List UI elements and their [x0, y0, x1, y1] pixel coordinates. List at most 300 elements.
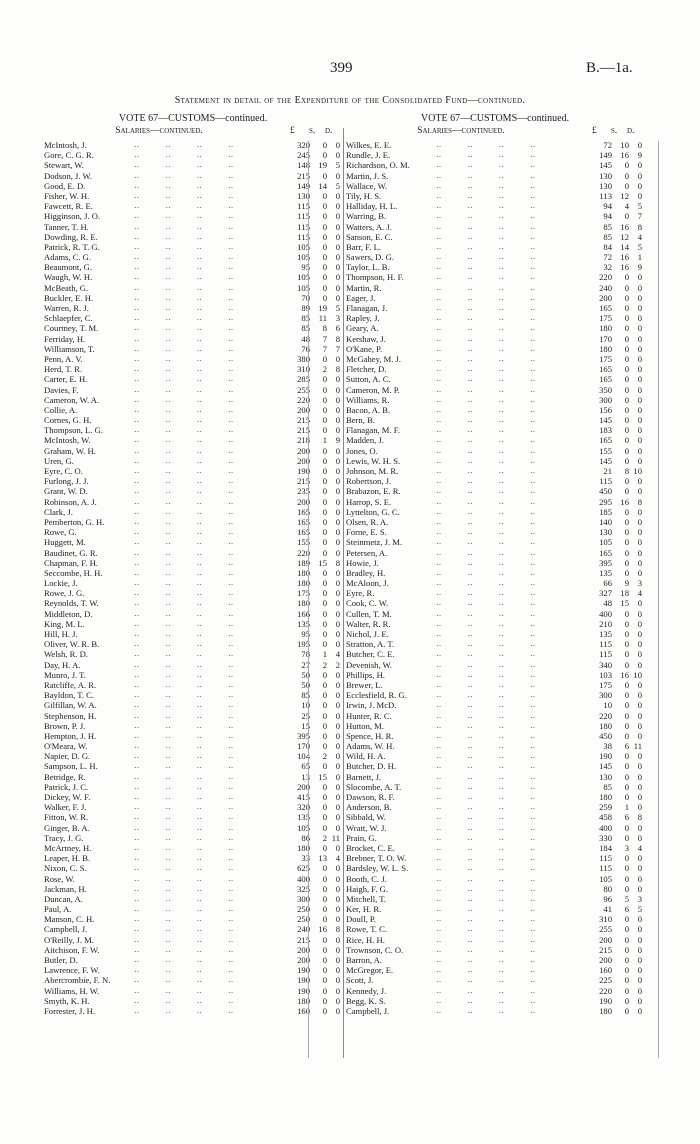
leader-dots: ‥‥‥‥ — [134, 313, 260, 323]
employee-name: Lawrence, F. W. — [44, 965, 100, 976]
employee-name: Nichol, J. E. — [346, 629, 389, 639]
amount-pence: 4 — [335, 649, 340, 660]
amount-pence: 0 — [637, 313, 642, 324]
amount-pounds: 325 — [297, 883, 310, 894]
amount-pounds: 80 — [603, 883, 612, 894]
amount-pence: 5 — [637, 201, 642, 212]
table-row — [346, 700, 644, 710]
employee-name: Ecclesfield, R. G. — [346, 690, 407, 701]
amount-shillings: 0 — [322, 934, 327, 945]
amount-pence: 0 — [637, 629, 642, 639]
employee-name: Abercrombie, F. N. — [44, 975, 111, 986]
leader-dots: ‥‥‥‥ — [134, 730, 260, 740]
employee-name: Manson, C. H. — [44, 914, 95, 925]
leader-dots: ‥‥‥‥ — [134, 955, 260, 964]
amount-shillings: 0 — [322, 272, 327, 283]
employee-name: Fitton, W. R. — [44, 812, 89, 823]
amount-pence: 0 — [335, 985, 340, 996]
leader-dots: ‥‥‥‥ — [134, 934, 260, 944]
vote-title: VOTE 67—CUSTOMS—continued. — [420, 113, 570, 124]
employee-name: McGregor, E. — [346, 965, 394, 976]
amount-shillings: 2 — [322, 659, 327, 670]
leader-dots: ‥‥‥‥ — [436, 792, 562, 801]
employee-name: Higginson, J. O. — [44, 211, 101, 222]
table-row — [346, 863, 644, 873]
employee-name: Eager, J. — [346, 292, 376, 303]
amount-pounds: 21 — [603, 466, 612, 476]
amount-shillings: 0 — [322, 578, 327, 589]
amount-pence: 0 — [335, 231, 340, 242]
amount-shillings: 0 — [624, 394, 629, 405]
subhead-row — [44, 125, 342, 137]
amount-pounds: 415 — [297, 792, 310, 802]
amount-pounds: 10 — [603, 700, 612, 711]
table-row — [346, 497, 644, 507]
employee-name: Lockie, J. — [44, 578, 78, 589]
leader-dots: ‥‥‥‥ — [134, 241, 260, 251]
amount-shillings: 0 — [624, 629, 629, 639]
leader-dots: ‥‥‥‥ — [134, 751, 260, 761]
amount-shillings: 0 — [624, 353, 629, 364]
amount-pounds: 240 — [599, 282, 612, 293]
amount-pence: 0 — [335, 140, 340, 150]
amount-shillings: 0 — [322, 170, 327, 181]
leader-dots: ‥‥‥‥ — [436, 863, 562, 873]
leader-dots: ‥‥‥‥ — [436, 995, 562, 1005]
employee-name: Stratton, A. T. — [346, 639, 395, 650]
table-row — [346, 293, 644, 303]
amount-pounds: 115 — [599, 863, 612, 874]
leader-dots: ‥‥‥‥ — [436, 914, 562, 924]
amount-pounds: 115 — [297, 231, 310, 242]
amount-pence: 0 — [637, 292, 642, 303]
amount-pounds: 165 — [599, 547, 612, 558]
amount-shillings: 0 — [624, 832, 629, 843]
leader-dots: ‥‥‥‥ — [436, 150, 562, 160]
amount-shillings: 0 — [624, 486, 629, 497]
amount-pounds: 89 — [301, 303, 310, 313]
employee-name: Campbell, J. — [44, 924, 88, 935]
amount-pounds: 220 — [599, 710, 612, 721]
table-row — [346, 548, 644, 558]
amount-pounds: 105 — [599, 873, 612, 884]
employee-name: Rowe, G. — [44, 527, 77, 538]
leader-dots: ‥‥‥‥ — [134, 516, 260, 526]
amount-shillings: 11 — [318, 313, 327, 324]
employee-name: Phillips, H. — [346, 669, 385, 680]
amount-pence: 0 — [637, 934, 642, 945]
employee-name: Bradley, H. — [346, 567, 386, 578]
leader-dots: ‥‥‥‥ — [436, 272, 562, 282]
employee-name: Ker, H. R. — [346, 904, 382, 915]
amount-pounds: 255 — [297, 384, 310, 395]
amount-pence: 0 — [637, 455, 642, 466]
leader-dots: ‥‥‥‥ — [436, 924, 562, 934]
leader-dots: ‥‥‥‥ — [134, 435, 260, 445]
amount-pence: 7 — [335, 343, 340, 354]
amount-shillings: 0 — [624, 476, 629, 487]
leader-dots: ‥‥‥‥ — [134, 303, 260, 312]
amount-pence: 0 — [637, 792, 642, 802]
table-row — [346, 639, 644, 649]
table-row — [44, 323, 342, 333]
table-row — [44, 660, 342, 670]
amount-shillings: 0 — [322, 975, 327, 986]
amount-pounds: 190 — [599, 751, 612, 762]
employee-name: Martin, R. — [346, 282, 382, 293]
employee-name: Barr, F. L. — [346, 241, 382, 252]
amount-pounds: 105 — [297, 822, 310, 833]
amount-shillings: 16 — [620, 252, 629, 263]
employee-name: Prain, G. — [346, 832, 377, 843]
leader-dots: ‥‥‥‥ — [134, 975, 260, 985]
amount-pounds: 190 — [297, 466, 310, 476]
amount-pounds: 145 — [599, 761, 612, 772]
employee-name: Cook, C. W. — [346, 598, 389, 609]
amount-shillings: 0 — [624, 211, 629, 222]
amount-pence: 0 — [335, 282, 340, 293]
table-row — [346, 945, 644, 955]
amount-pounds: 240 — [297, 924, 310, 935]
amount-pounds: 85 — [603, 221, 612, 232]
amount-pounds: 104 — [297, 751, 310, 762]
amount-pounds: 320 — [297, 802, 310, 813]
amount-pounds: 450 — [599, 486, 612, 497]
leader-dots: ‥‥‥‥ — [134, 252, 260, 262]
amount-pence: 0 — [637, 160, 642, 171]
amount-pence: 0 — [335, 394, 340, 405]
table-row — [346, 588, 644, 598]
employee-name: Betridge, R. — [44, 771, 86, 782]
employee-name: Booth, C. J. — [346, 873, 387, 884]
table-row — [346, 802, 644, 812]
employee-name: Bayldon, T. C. — [44, 690, 95, 701]
table-row — [44, 568, 342, 578]
amount-shillings: 0 — [322, 150, 327, 161]
leader-dots: ‥‥‥‥ — [134, 272, 260, 282]
amount-pence: 0 — [637, 700, 642, 711]
leader-dots: ‥‥‥‥ — [134, 190, 260, 200]
amount-pounds: 300 — [599, 394, 612, 405]
amount-pence: 0 — [637, 883, 642, 894]
leader-dots: ‥‥‥‥ — [436, 140, 562, 149]
employee-name: Buckler, E. H. — [44, 292, 94, 303]
leader-dots: ‥‥‥‥ — [436, 190, 562, 200]
table-row — [346, 731, 644, 741]
amount-pounds: 165 — [297, 527, 310, 538]
amount-pounds: 105 — [297, 252, 310, 263]
amount-pence: 0 — [335, 822, 340, 833]
leader-dots: ‥‥‥‥ — [436, 415, 562, 425]
amount-pounds: 76 — [301, 343, 310, 354]
amount-shillings: 16 — [620, 221, 629, 232]
table-row — [346, 721, 644, 731]
table-row — [346, 486, 644, 496]
amount-pounds: 86 — [301, 832, 310, 843]
employee-name: McIntosh, J. — [44, 140, 87, 150]
amount-pence: 0 — [637, 384, 642, 395]
amount-shillings: 0 — [322, 608, 327, 619]
table-row — [346, 629, 644, 639]
employee-name: Walter, R. R. — [346, 618, 391, 629]
leader-dots: ‥‥‥‥ — [134, 904, 260, 914]
employee-name: Rice, H. H. — [346, 934, 385, 945]
table-row — [44, 466, 342, 476]
amount-pounds: 327 — [599, 588, 612, 599]
employee-name: Irwin, J. McD. — [346, 700, 397, 711]
amount-pence: 0 — [335, 486, 340, 497]
amount-shillings: 0 — [322, 690, 327, 701]
employee-name: Baudinet, G. R. — [44, 547, 98, 558]
employee-name: McGahey, M. J. — [346, 353, 402, 364]
amount-pounds: 215 — [297, 425, 310, 436]
employee-name: O'Kane, P. — [346, 343, 383, 354]
amount-shillings: 0 — [322, 863, 327, 874]
employee-name: Seccombe, H. H. — [44, 567, 103, 578]
leader-dots: ‥‥‥‥ — [436, 201, 562, 211]
amount-pounds: 250 — [297, 904, 310, 915]
table-row — [44, 517, 342, 527]
amount-pounds: 225 — [599, 975, 612, 986]
amount-shillings: 0 — [624, 547, 629, 558]
table-row — [346, 385, 644, 395]
leader-dots: ‥‥‥‥ — [134, 578, 260, 588]
table-row — [44, 578, 342, 588]
employee-name: Brown, P. J. — [44, 720, 86, 731]
leader-dots: ‥‥‥‥ — [134, 201, 260, 211]
employee-name: Haigh, F. G. — [346, 883, 389, 894]
amount-pence: 0 — [637, 873, 642, 884]
employee-name: Adams, W. H. — [346, 741, 395, 752]
amount-pence: 0 — [335, 914, 340, 925]
table-row — [44, 160, 342, 170]
leader-dots: ‥‥‥‥ — [436, 476, 562, 486]
amount-pounds: 130 — [599, 527, 612, 538]
amount-pence: 4 — [637, 588, 642, 599]
amount-shillings: 0 — [624, 364, 629, 375]
employee-name: Courtney, T. M. — [44, 323, 99, 334]
amount-pounds: 250 — [297, 914, 310, 925]
amount-pence: 0 — [637, 557, 642, 568]
employee-name: McIntosh, W. — [44, 435, 91, 446]
amount-shillings: 2 — [322, 832, 327, 843]
leader-dots: ‥‥‥‥ — [134, 720, 260, 730]
amount-pounds: 380 — [297, 353, 310, 364]
amount-pounds: 200 — [297, 404, 310, 415]
amount-pounds: 170 — [297, 741, 310, 752]
pence-head: d. — [325, 126, 333, 136]
table-row — [44, 334, 342, 344]
amount-shillings: 0 — [322, 883, 327, 894]
leader-dots: ‥‥‥‥ — [134, 649, 260, 659]
employee-name: Jackman, H. — [44, 883, 87, 894]
employee-name: Hunter, R. C. — [346, 710, 392, 721]
amount-shillings: 7 — [322, 343, 327, 354]
table-row — [44, 507, 342, 517]
employee-name: Bern, B. — [346, 415, 375, 426]
amount-pounds: 220 — [599, 272, 612, 283]
amount-pounds: 155 — [599, 445, 612, 456]
amount-pence: 4 — [335, 853, 340, 864]
amount-shillings: 18 — [620, 588, 629, 599]
amount-pounds: 458 — [599, 812, 612, 823]
leader-dots: ‥‥‥‥ — [436, 629, 562, 638]
leader-dots: ‥‥‥‥ — [134, 466, 260, 475]
employee-name: Walker, F. J. — [44, 802, 87, 813]
table-row — [346, 843, 644, 853]
leader-dots: ‥‥‥‥ — [134, 455, 260, 465]
amount-pence: 0 — [637, 323, 642, 334]
amount-shillings: 0 — [322, 618, 327, 629]
amount-shillings: 0 — [624, 659, 629, 670]
amount-pence: 0 — [637, 404, 642, 415]
salary-rows — [44, 140, 342, 1016]
table-row — [44, 405, 342, 415]
amount-pounds: 190 — [297, 975, 310, 986]
amount-shillings: 0 — [322, 598, 327, 609]
amount-pence: 0 — [637, 761, 642, 772]
amount-pounds: 190 — [599, 995, 612, 1006]
amount-pence: 0 — [335, 221, 340, 232]
employee-name: Stewart, W. — [44, 160, 84, 171]
amount-pence: 6 — [335, 323, 340, 334]
leader-dots: ‥‥‥‥ — [436, 822, 562, 832]
amount-shillings: 0 — [624, 720, 629, 731]
table-row — [44, 649, 342, 659]
amount-pence: 0 — [335, 170, 340, 181]
amount-shillings: 2 — [322, 751, 327, 762]
amount-pence: 0 — [637, 374, 642, 385]
amount-pounds: 180 — [297, 578, 310, 589]
amount-shillings: 0 — [624, 944, 629, 955]
table-row — [346, 986, 644, 996]
amount-shillings: 0 — [322, 822, 327, 833]
table-row — [44, 986, 342, 996]
amount-shillings: 0 — [322, 792, 327, 802]
amount-shillings: 0 — [322, 486, 327, 497]
table-row — [346, 823, 644, 833]
amount-pence: 3 — [637, 893, 642, 904]
leader-dots: ‥‥‥‥ — [436, 374, 562, 384]
amount-shillings: 0 — [624, 415, 629, 426]
leader-dots: ‥‥‥‥ — [436, 506, 562, 516]
table-row — [44, 833, 342, 843]
table-row — [346, 924, 644, 934]
employee-name: Watters, A. J. — [346, 221, 392, 232]
table-row — [44, 975, 342, 985]
leader-dots: ‥‥‥‥ — [134, 404, 260, 414]
amount-shillings: 0 — [322, 537, 327, 548]
document-reference: B.—1a. — [586, 60, 633, 76]
leader-dots: ‥‥‥‥ — [436, 893, 562, 903]
amount-pounds: 105 — [297, 282, 310, 293]
leader-dots: ‥‥‥‥ — [436, 832, 562, 842]
employee-name: Clark, J. — [44, 506, 73, 517]
leader-dots: ‥‥‥‥ — [134, 343, 260, 353]
amount-shillings: 0 — [322, 516, 327, 527]
employee-name: Richardson, O. M. — [346, 160, 410, 171]
employee-name: McBeath, G. — [44, 282, 89, 293]
employee-name: Warring, B. — [346, 211, 387, 222]
amount-pence: 0 — [637, 567, 642, 578]
table-row — [44, 884, 342, 894]
employee-name: Taylor, L. B. — [346, 262, 390, 273]
amount-pence: 0 — [637, 445, 642, 456]
leader-dots: ‥‥‥‥ — [134, 914, 260, 924]
leader-dots: ‥‥‥‥ — [134, 170, 260, 180]
leader-dots: ‥‥‥‥ — [134, 893, 260, 903]
amount-pence: 0 — [637, 924, 642, 935]
shillings-head: s. — [611, 126, 618, 136]
leader-dots: ‥‥‥‥ — [436, 955, 562, 964]
table-row — [346, 344, 644, 354]
amount-shillings: 15 — [318, 557, 327, 568]
amount-pounds: 94 — [603, 201, 612, 212]
amount-shillings: 0 — [322, 710, 327, 721]
amount-pence: 0 — [637, 751, 642, 762]
left-column — [44, 113, 342, 1016]
table-row — [44, 242, 342, 252]
leader-dots: ‥‥‥‥ — [436, 751, 562, 761]
leader-dots: ‥‥‥‥ — [436, 313, 562, 323]
employee-name: Sibbald, W. — [346, 812, 386, 823]
table-row — [44, 364, 342, 374]
amount-pence: 5 — [335, 180, 340, 191]
amount-pounds: 95 — [301, 262, 310, 273]
amount-pounds: 145 — [599, 415, 612, 426]
table-row — [44, 629, 342, 639]
amount-shillings: 0 — [624, 995, 629, 1006]
employee-name: Williams, R. — [346, 394, 390, 405]
amount-shillings: 0 — [322, 527, 327, 538]
amount-pounds: 85 — [603, 781, 612, 792]
employee-name: Anderson, B. — [346, 802, 392, 813]
amount-pence: 0 — [637, 944, 642, 955]
leader-dots: ‥‥‥‥ — [134, 394, 260, 404]
amount-pence: 0 — [335, 272, 340, 283]
amount-shillings: 1 — [322, 649, 327, 660]
amount-pounds: 41 — [603, 904, 612, 915]
employee-name: Madden, J. — [346, 435, 384, 446]
amount-pence: 0 — [335, 944, 340, 955]
leader-dots: ‥‥‥‥ — [436, 170, 562, 180]
table-row — [44, 812, 342, 822]
table-row — [44, 313, 342, 323]
table-row — [346, 425, 644, 435]
amount-pounds: 149 — [599, 150, 612, 161]
table-row — [346, 812, 644, 822]
leader-dots: ‥‥‥‥ — [134, 812, 260, 822]
amount-shillings: 19 — [318, 303, 327, 313]
table-row — [44, 354, 342, 364]
employee-name: Scott, J. — [346, 975, 374, 986]
table-row — [44, 446, 342, 456]
table-row — [44, 741, 342, 751]
amount-pence: 9 — [637, 262, 642, 273]
leader-dots: ‥‥‥‥ — [436, 353, 562, 363]
leader-dots: ‥‥‥‥ — [436, 486, 562, 496]
amount-pence: 0 — [335, 455, 340, 466]
amount-pence: 0 — [637, 425, 642, 436]
amount-pence: 0 — [335, 241, 340, 252]
employee-name: Graham, W. H. — [44, 445, 96, 456]
table-row — [346, 874, 644, 884]
leader-dots: ‥‥‥‥ — [436, 944, 562, 954]
amount-pence: 0 — [637, 720, 642, 731]
amount-shillings: 10 — [620, 140, 629, 150]
amount-pence: 0 — [637, 140, 642, 150]
table-row — [44, 140, 342, 150]
